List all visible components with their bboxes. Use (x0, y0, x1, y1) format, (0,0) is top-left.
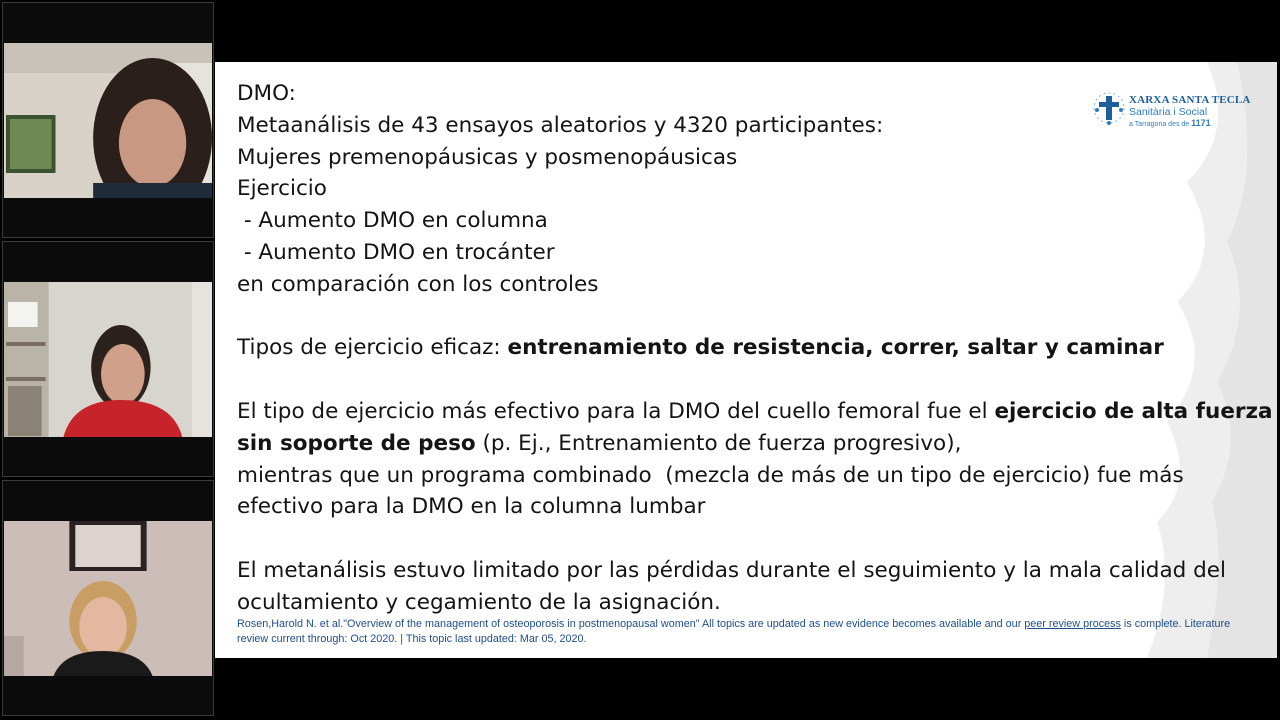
participant-video-3 (4, 521, 212, 676)
participant-tile-3[interactable] (2, 480, 214, 716)
effect-suffix: (p. Ej., Entrenamiento de fuerza progresivo), (475, 430, 962, 456)
effect-line-2 (237, 428, 1257, 460)
participant-list (2, 2, 214, 718)
effect-prefix: El tipo de ejercicio más efectivo para la DMO del cuello femoral fue el (237, 398, 995, 424)
citation (237, 617, 1247, 647)
logo-subtitle: Sanitària i Social (1129, 106, 1208, 118)
peer-review-link[interactable]: peer review process (1024, 618, 1121, 630)
exercise-types-label: Tipos de ejercicio eficaz: (237, 335, 508, 361)
participant-video-2 (4, 282, 212, 437)
limit-line-1: El metanálisis estuvo limitado por las pérdidas durante el seguimiento y la mala calidad del (237, 557, 1226, 583)
effect-bold-a: ejercicio de alta fuerza (994, 398, 1273, 424)
participant-tile-2[interactable] (2, 241, 214, 477)
participant-tile-1[interactable] (2, 2, 214, 238)
slide-line-5: - Aumento DMO en columna (237, 208, 548, 234)
citation-text-2: is complete. Literature review current through: Oct 2020. | This topic last updated: Mar 05, 2020. (237, 618, 1231, 645)
logo-year: 1171 (1191, 118, 1211, 128)
limit-line-2: ocultamiento y cegamiento de la asignación. (237, 589, 721, 615)
slide-line-6: - Aumento DMO en trocánter (237, 239, 555, 265)
slide-line-4: Ejercicio (237, 176, 327, 202)
effect-bold-b: sin soporte de peso (237, 430, 476, 456)
combined-line-1: mientras que un programa combinado (mezcla de más de un tipo de ejercicio) fue más (237, 462, 1184, 488)
slide-line-1: DMO: (237, 81, 296, 106)
slide-line-7: en comparación con los controles (237, 271, 599, 297)
logo-tagline-prefix: a Tarragona des de (1129, 121, 1192, 128)
effect-line-1 (237, 396, 1273, 428)
slide-body (237, 78, 1273, 619)
participant-video-1 (4, 43, 212, 198)
slide-line-3: Mujeres premenopáusicas y posmenopáusicas (237, 144, 738, 170)
shared-slide (215, 62, 1277, 658)
citation-text-1: Rosen,Harold N. et al."Overview of the management of osteoporosis in postmenopausal women" All topics are updated as new evidence becomes available and our (237, 618, 1025, 630)
exercise-types-line (237, 332, 1257, 364)
logo-name: XARXA SANTA TECLA (1129, 94, 1251, 106)
combined-line-2: efectivo para la DMO en la columna lumbar (237, 494, 706, 520)
exercise-types-list: entrenamiento de resistencia, correr, saltar y caminar (507, 335, 1164, 361)
slide-line-2: Metaanálisis de 43 ensayos aleatorios y 4320 participantes: (237, 112, 884, 138)
